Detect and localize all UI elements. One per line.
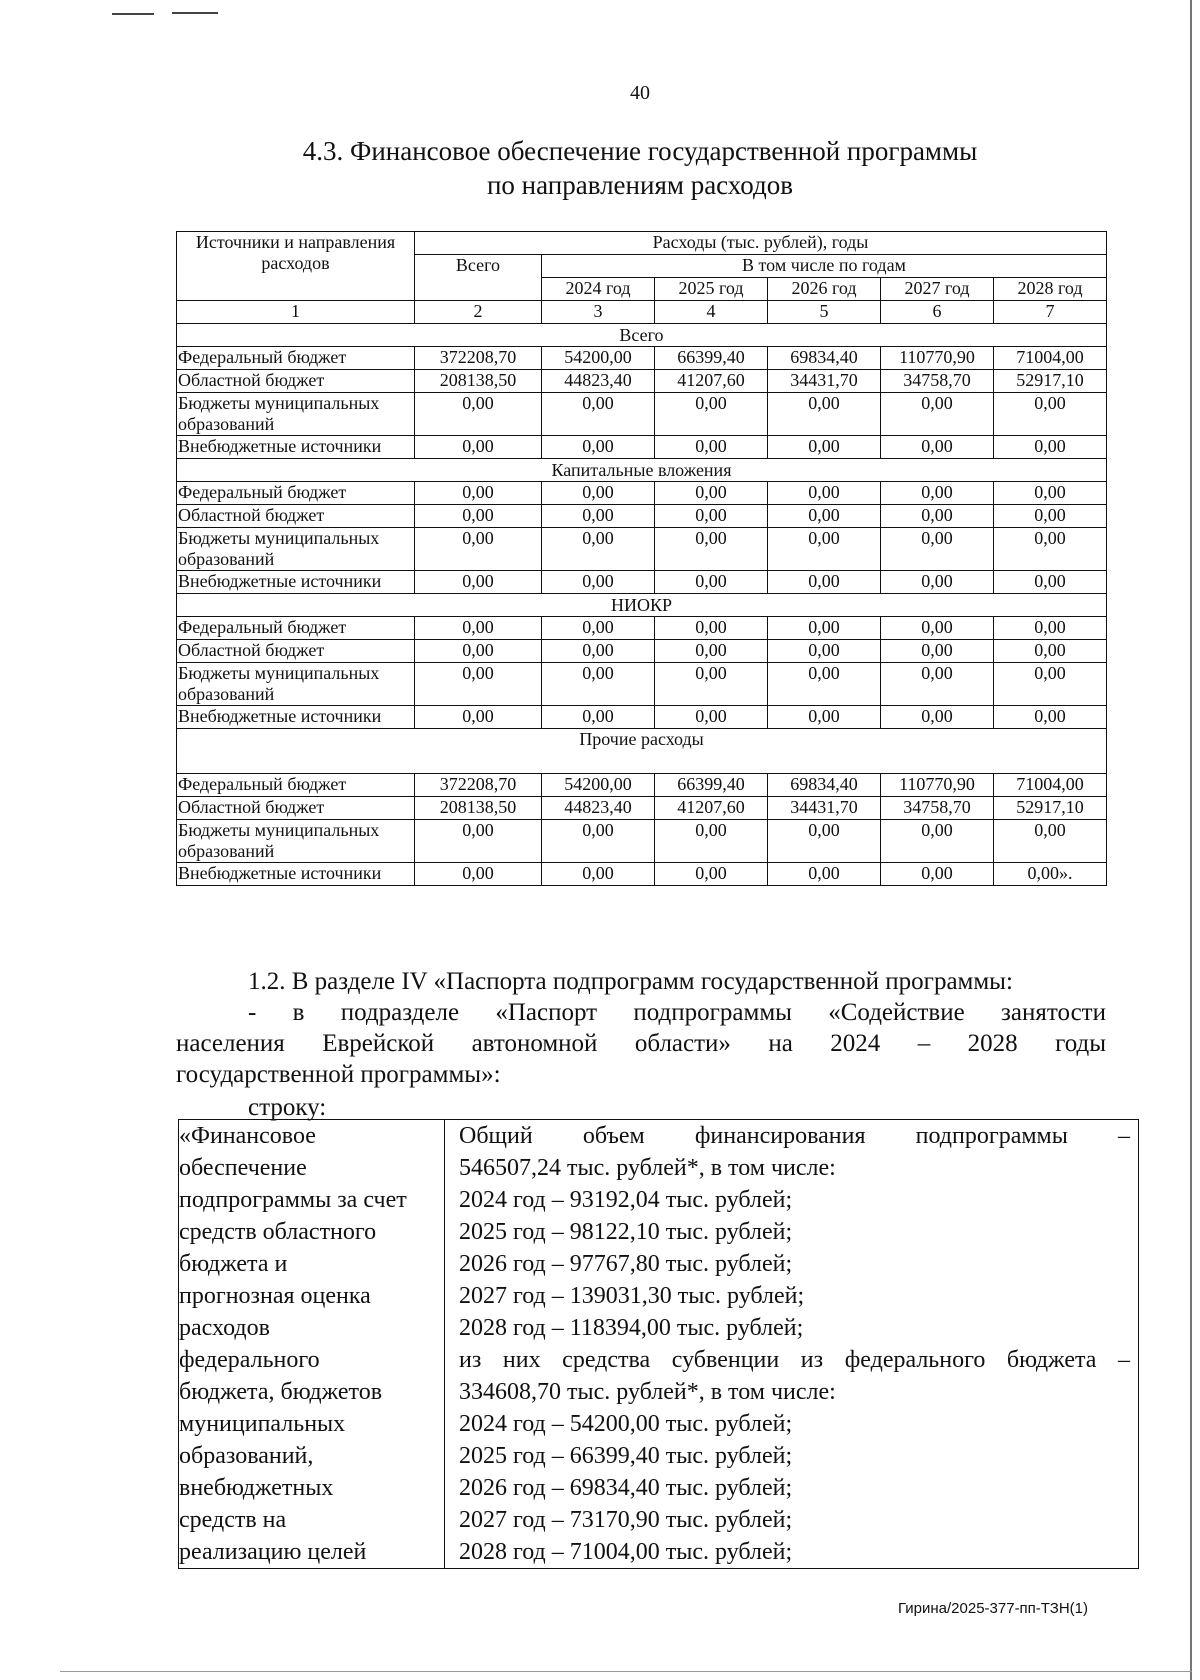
value-cell: 0,00 <box>415 571 542 594</box>
value-cell: 0,00 <box>994 571 1107 594</box>
table-row <box>177 820 1107 863</box>
column-number: 7 <box>994 301 1107 324</box>
row-label: Федеральный бюджет <box>177 774 415 797</box>
value-cell: 69834,40 <box>768 774 881 797</box>
value-cell: 0,00 <box>994 706 1107 729</box>
value-cell: 0,00 <box>994 505 1107 528</box>
value-cell: 0,00 <box>655 706 768 729</box>
section-title: Прочие расходы <box>177 729 1107 774</box>
value-cell: 0,00 <box>994 393 1107 436</box>
table-row <box>177 436 1107 459</box>
column-number: 1 <box>177 301 415 324</box>
value-cell: 0,00 <box>768 571 881 594</box>
passport-right-line: 2024 год – 93192,04 тыс. рублей; <box>459 1187 793 1213</box>
value-cell: 0,00 <box>768 706 881 729</box>
value-cell: 0,00 <box>542 571 655 594</box>
row-label: Федеральный бюджет <box>177 347 415 370</box>
value-cell: 71004,00 <box>994 774 1107 797</box>
passport-right-line: 2025 год – 66399,40 тыс. рублей; <box>459 1443 793 1469</box>
value-cell: 0,00 <box>881 571 994 594</box>
page-title <box>0 134 1200 202</box>
section-title: Капитальные вложения <box>177 459 1107 482</box>
table-row <box>177 863 1107 886</box>
document-footer: Гирина/2025-377-пп-ТЗН(1) <box>898 1600 1089 1617</box>
value-cell: 0,00 <box>415 617 542 640</box>
table-row <box>177 797 1107 820</box>
value-cell: 0,00 <box>655 528 768 571</box>
value-cell: 0,00 <box>994 640 1107 663</box>
passport-right-line: 334608,70 тыс. рублей*, в том числе: <box>459 1379 836 1405</box>
value-cell: 0,00 <box>994 617 1107 640</box>
value-cell: 71004,00 <box>994 347 1107 370</box>
value-cell: 0,00 <box>881 436 994 459</box>
passport-left-line: прогнозная оценка <box>179 1283 371 1309</box>
passport-left-line: подпрограммы за счет <box>179 1187 407 1213</box>
value-cell: 0,00 <box>542 863 655 886</box>
passport-left-line: бюджета и <box>179 1251 288 1277</box>
passport-right-line: 2028 год – 71004,00 тыс. рублей; <box>459 1539 793 1565</box>
section-title: НИОКР <box>177 594 1107 617</box>
table-row <box>177 617 1107 640</box>
table-row <box>177 774 1107 797</box>
value-cell: 54200,00 <box>542 347 655 370</box>
table-row <box>177 528 1107 571</box>
value-cell: 0,00 <box>415 706 542 729</box>
table-row <box>177 706 1107 729</box>
passport-left-line: образований, <box>179 1443 314 1469</box>
section-title: Всего <box>177 324 1107 347</box>
value-cell: 110770,90 <box>881 347 994 370</box>
table-row <box>177 482 1107 505</box>
table-row <box>177 347 1107 370</box>
row-label: Федеральный бюджет <box>177 482 415 505</box>
value-cell: 372208,70 <box>415 347 542 370</box>
passport-left-line: муниципальных <box>179 1411 346 1437</box>
header-year: 2027 год <box>881 278 994 301</box>
passport-left-line: обеспечение <box>179 1155 307 1181</box>
column-number: 3 <box>542 301 655 324</box>
passport-right-line: 546507,24 тыс. рублей*, в том числе: <box>459 1155 836 1181</box>
section-row <box>177 459 1107 482</box>
column-number: 2 <box>415 301 542 324</box>
value-cell: 0,00 <box>542 482 655 505</box>
column-number: 5 <box>768 301 881 324</box>
value-cell: 0,00 <box>415 393 542 436</box>
passport-right-line: 2027 год – 73170,90 тыс. рублей; <box>459 1507 793 1533</box>
value-cell: 0,00 <box>655 640 768 663</box>
title-line: 4.3. Финансовое обеспечение государственной программы <box>302 136 978 166</box>
section-row <box>177 594 1107 617</box>
financing-table <box>176 231 1107 886</box>
row-label: Областной бюджет <box>177 505 415 528</box>
value-cell: 41207,60 <box>655 797 768 820</box>
value-cell: 0,00 <box>655 571 768 594</box>
row-label: Бюджеты муниципальных образований <box>177 528 415 571</box>
row-label: Внебюджетные источники <box>177 571 415 594</box>
value-cell: 0,00 <box>881 706 994 729</box>
column-number: 4 <box>655 301 768 324</box>
row-label: Областной бюджет <box>177 370 415 393</box>
row-label: Внебюджетные источники <box>177 436 415 459</box>
header-by-years: В том числе по годам <box>542 255 1107 278</box>
paragraph: населения Еврейской автономной области» на 2024 – 2028 годы <box>176 1030 1106 1057</box>
table-row <box>177 370 1107 393</box>
value-cell: 34758,70 <box>881 370 994 393</box>
title-line: по направлениям расходов <box>486 170 793 200</box>
header-total: Всего <box>415 255 542 301</box>
value-cell: 0,00 <box>655 663 768 706</box>
value-cell: 0,00 <box>415 436 542 459</box>
value-cell: 0,00 <box>415 820 542 863</box>
value-cell: 0,00 <box>415 863 542 886</box>
value-cell: 34431,70 <box>768 797 881 820</box>
value-cell: 0,00 <box>768 820 881 863</box>
passport-right-line: 2025 год – 98122,10 тыс. рублей; <box>459 1219 793 1245</box>
value-cell: 44823,40 <box>542 797 655 820</box>
value-cell: 0,00 <box>768 863 881 886</box>
value-cell: 69834,40 <box>768 347 881 370</box>
value-cell: 0,00 <box>768 663 881 706</box>
value-cell: 0,00 <box>655 393 768 436</box>
passport-right-line: из них средства субвенции из федерального бюджета – <box>459 1347 1130 1373</box>
passport-left-line: «Финансовое <box>179 1123 316 1149</box>
value-cell: 0,00 <box>881 820 994 863</box>
page-edge <box>60 1671 1192 1672</box>
value-cell: 54200,00 <box>542 774 655 797</box>
scan-artifact <box>172 12 218 14</box>
passport-right-line: 2028 год – 118394,00 тыс. рублей; <box>459 1315 804 1341</box>
value-cell: 0,00 <box>994 820 1107 863</box>
value-cell: 0,00 <box>881 505 994 528</box>
value-cell: 0,00 <box>542 505 655 528</box>
paragraph: 1.2. В разделе IV «Паспорта подпрограмм государственной программы: <box>248 968 1013 995</box>
paragraph: государственной программы»: <box>176 1061 501 1088</box>
row-label: Внебюджетные источники <box>177 863 415 886</box>
passport-left-line: федерального <box>179 1347 320 1373</box>
header-year: 2028 год <box>994 278 1107 301</box>
value-cell: 44823,40 <box>542 370 655 393</box>
value-cell: 0,00 <box>415 528 542 571</box>
row-label: Внебюджетные источники <box>177 706 415 729</box>
passport-right-line: 2026 год – 97767,80 тыс. рублей; <box>459 1251 793 1277</box>
value-cell: 0,00 <box>655 863 768 886</box>
value-cell: 0,00 <box>994 663 1107 706</box>
table-row <box>177 571 1107 594</box>
value-cell: 0,00 <box>768 528 881 571</box>
column-number: 6 <box>881 301 994 324</box>
value-cell: 0,00 <box>542 706 655 729</box>
value-cell: 41207,60 <box>655 370 768 393</box>
passport-left-line: бюджета, бюджетов <box>179 1379 383 1405</box>
value-cell: 0,00 <box>542 436 655 459</box>
value-cell: 0,00 <box>881 528 994 571</box>
passport-right-line: 2024 год – 54200,00 тыс. рублей; <box>459 1411 793 1437</box>
table-row <box>177 640 1107 663</box>
value-cell: 0,00 <box>881 393 994 436</box>
value-cell: 0,00 <box>415 640 542 663</box>
value-cell: 0,00 <box>655 617 768 640</box>
value-cell: 0,00 <box>768 617 881 640</box>
value-cell: 0,00 <box>881 863 994 886</box>
passport-right-line: 2026 год – 69834,40 тыс. рублей; <box>459 1475 793 1501</box>
value-cell: 0,00 <box>655 436 768 459</box>
value-cell: 0,00 <box>994 436 1107 459</box>
value-cell: 0,00 <box>415 482 542 505</box>
table-row <box>177 393 1107 436</box>
value-cell: 208138,50 <box>415 797 542 820</box>
paragraph: - в подразделе «Паспорт подпрограммы «Содействие занятости <box>248 999 1106 1026</box>
passport-right-cell <box>445 1120 1139 1569</box>
value-cell: 0,00 <box>415 505 542 528</box>
value-cell: 0,00 <box>768 505 881 528</box>
value-cell: 0,00 <box>542 820 655 863</box>
value-cell: 0,00 <box>655 505 768 528</box>
value-cell: 0,00 <box>768 436 881 459</box>
scan-artifact <box>112 13 154 15</box>
value-cell: 0,00 <box>768 482 881 505</box>
value-cell: 0,00 <box>542 528 655 571</box>
value-cell: 0,00 <box>881 617 994 640</box>
section-row <box>177 729 1107 774</box>
passport-left-cell <box>179 1120 445 1569</box>
value-cell: 34758,70 <box>881 797 994 820</box>
value-cell: 0,00 <box>881 482 994 505</box>
passport-left-line: расходов <box>179 1315 270 1341</box>
value-cell: 372208,70 <box>415 774 542 797</box>
header-year: 2026 год <box>768 278 881 301</box>
value-cell: 0,00». <box>994 863 1107 886</box>
value-cell: 52917,10 <box>994 797 1107 820</box>
value-cell: 34431,70 <box>768 370 881 393</box>
row-label: Бюджеты муниципальных образований <box>177 663 415 706</box>
value-cell: 52917,10 <box>994 370 1107 393</box>
value-cell: 0,00 <box>542 393 655 436</box>
page-edge <box>1190 0 1192 1680</box>
table-row <box>177 505 1107 528</box>
value-cell: 0,00 <box>542 617 655 640</box>
header-sources: Источники и направления расходов <box>177 232 415 301</box>
passport-left-line: средств областного <box>179 1219 377 1245</box>
header-year: 2024 год <box>542 278 655 301</box>
row-label: Бюджеты муниципальных образований <box>177 820 415 863</box>
row-label: Бюджеты муниципальных образований <box>177 393 415 436</box>
page-number: 40 <box>630 82 650 104</box>
value-cell: 66399,40 <box>655 774 768 797</box>
section-row <box>177 324 1107 347</box>
value-cell: 0,00 <box>768 640 881 663</box>
value-cell: 0,00 <box>655 482 768 505</box>
header-expenses: Расходы (тыс. рублей), годы <box>415 232 1107 255</box>
value-cell: 0,00 <box>881 663 994 706</box>
value-cell: 0,00 <box>415 663 542 706</box>
paragraph: строку: <box>248 1094 327 1121</box>
passport-table <box>178 1119 1139 1569</box>
passport-left-line: реализацию целей <box>179 1539 367 1565</box>
passport-right-line: 2027 год – 139031,30 тыс. рублей; <box>459 1283 805 1309</box>
passport-left-line: средств на <box>179 1507 287 1533</box>
table-row <box>177 663 1107 706</box>
value-cell: 0,00 <box>994 528 1107 571</box>
header-year: 2025 год <box>655 278 768 301</box>
value-cell: 110770,90 <box>881 774 994 797</box>
value-cell: 0,00 <box>881 640 994 663</box>
row-label: Областной бюджет <box>177 640 415 663</box>
passport-left-line: внебюджетных <box>179 1475 334 1501</box>
row-label: Областной бюджет <box>177 797 415 820</box>
value-cell: 0,00 <box>542 663 655 706</box>
value-cell: 0,00 <box>655 820 768 863</box>
value-cell: 66399,40 <box>655 347 768 370</box>
row-label: Федеральный бюджет <box>177 617 415 640</box>
value-cell: 208138,50 <box>415 370 542 393</box>
passport-right-line: Общий объем финансирования подпрограммы – <box>459 1123 1130 1149</box>
value-cell: 0,00 <box>994 482 1107 505</box>
value-cell: 0,00 <box>768 393 881 436</box>
value-cell: 0,00 <box>542 640 655 663</box>
